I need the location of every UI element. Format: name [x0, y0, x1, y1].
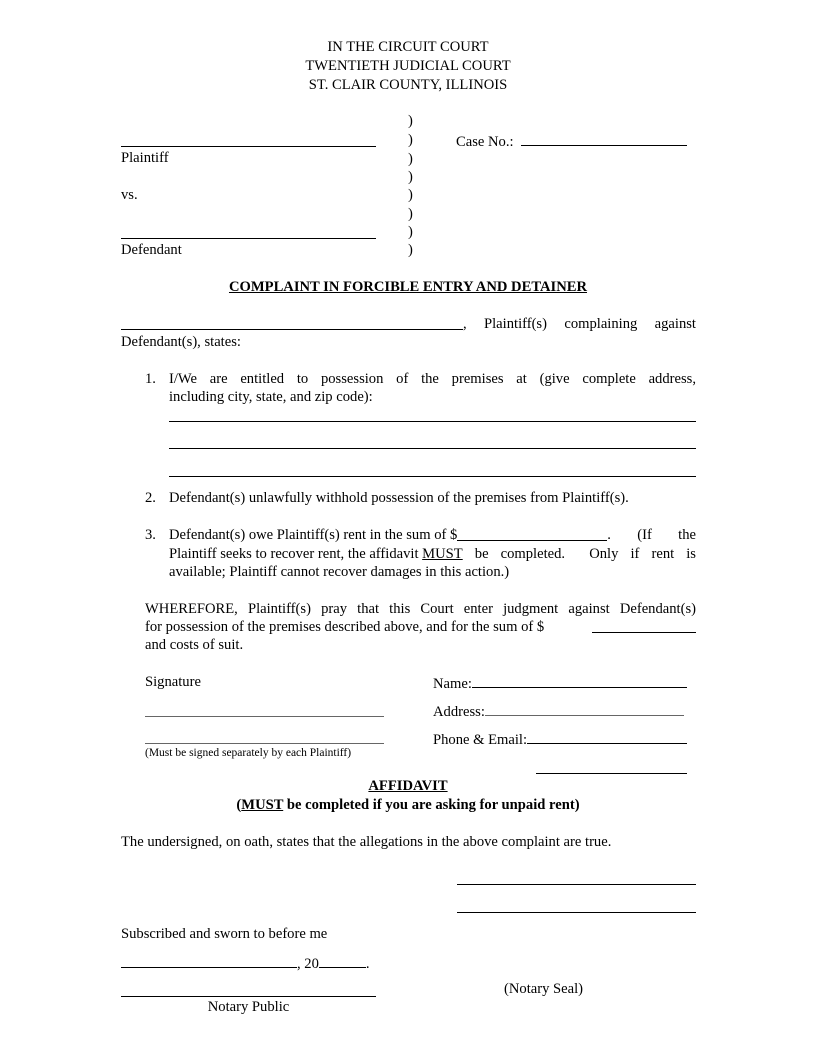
paren: )	[408, 187, 413, 203]
defendant-name-field[interactable]	[121, 238, 376, 239]
paren: )	[408, 132, 413, 148]
subtitle-rest: be completed if you are asking for unpaid rent)	[283, 797, 580, 813]
signature-note: (Must be signed separately by each Plaintiff)	[145, 747, 352, 759]
subtitle-open-paren: (	[236, 797, 242, 813]
notary-signature-line[interactable]	[121, 996, 376, 997]
date-day-field[interactable]	[121, 953, 297, 968]
intro-line1	[121, 315, 696, 333]
wherefore-line2	[145, 618, 696, 636]
wherefore-sum-text: for possession of the premises described above, and for the sum of $	[145, 619, 545, 635]
affiant-signature-line-2[interactable]	[457, 912, 696, 913]
item-1-line2: including city, state, and zip code):	[169, 389, 373, 405]
notary-public-label: Notary Public	[207, 999, 290, 1015]
item-3-number: 3.	[145, 527, 156, 543]
rent-sum-text: Defendant(s) owe Plaintiff(s) rent in the sum of $	[169, 527, 458, 543]
subtitle-must: MUST	[241, 797, 284, 813]
judicial-court: TWENTIETH JUDICIAL COURT	[305, 58, 511, 75]
address-label: Address:	[433, 703, 485, 720]
plaintiff-complaining-field[interactable]	[121, 315, 463, 330]
phone-email-field-2[interactable]	[536, 773, 687, 774]
case-no-field[interactable]	[521, 131, 687, 146]
date-year-prefix: , 20	[297, 955, 319, 972]
signature-line-1[interactable]	[145, 716, 384, 717]
case-no-label: Case No.:	[456, 133, 514, 150]
affidavit-title: AFFIDAVIT	[368, 778, 448, 794]
address-line-1[interactable]	[169, 421, 696, 422]
wherefore-line3: and costs of suit.	[145, 637, 244, 653]
address-line-3[interactable]	[169, 476, 696, 477]
item-3-line3: available; Plaintiff cannot recover damages in this action.)	[169, 564, 510, 580]
wherefore-line1: WHEREFORE, Plaintiff(s) pray that this Court enter judgment against Defendant(s)	[145, 601, 696, 617]
item-2-text: Defendant(s) unlawfully withhold possession of the premises from Plaintiff(s).	[169, 490, 629, 506]
rent-sum-field[interactable]	[457, 526, 607, 541]
complaint-title: COMPLAINT IN FORCIBLE ENTRY AND DETAINER	[228, 279, 588, 295]
intro-line2: Defendant(s), states:	[121, 334, 241, 350]
item-3-line1	[169, 526, 696, 544]
signature-line-2[interactable]	[145, 743, 384, 744]
judgment-sum-field[interactable]	[592, 618, 696, 633]
date-year-field[interactable]	[319, 953, 366, 968]
item-1-line1: I/We are entitled to possession of the premises at (give complete address,	[169, 371, 696, 387]
item-1-number: 1.	[145, 371, 156, 387]
address-row	[433, 701, 684, 721]
case-no-row	[456, 131, 687, 151]
paren: )	[408, 151, 413, 167]
county-state: ST. CLAIR COUNTY, ILLINOIS	[308, 77, 508, 94]
vs-label: vs.	[121, 187, 138, 203]
name-field[interactable]	[472, 673, 687, 688]
affidavit-subtitle	[0, 796, 816, 814]
court-header	[0, 38, 816, 95]
intro-line1-text: , Plaintiff(s) complaining against	[463, 316, 696, 332]
court-name: IN THE CIRCUIT COURT	[327, 39, 489, 55]
phone-email-label: Phone & Email:	[433, 731, 528, 748]
paren: )	[408, 206, 413, 222]
paren: )	[408, 113, 413, 129]
item-3-line2	[169, 545, 696, 563]
affidavit-statement: The undersigned, on oath, states that the allegations in the above complaint are true.	[121, 834, 612, 850]
plaintiff-label: Plaintiff	[121, 150, 169, 166]
must-emphasis: MUST	[422, 546, 463, 562]
plaintiff-name-field[interactable]	[121, 146, 376, 147]
affiant-signature-line-1[interactable]	[457, 884, 696, 885]
item-2-number: 2.	[145, 490, 156, 506]
phone-row	[433, 729, 687, 749]
plaintiff-seeks-text: Plaintiff seeks to recover rent, the affidavit	[169, 546, 423, 562]
name-row	[433, 673, 687, 693]
name-label: Name:	[433, 675, 472, 692]
phone-email-field[interactable]	[527, 729, 687, 744]
notary-seal-label: (Notary Seal)	[504, 981, 584, 997]
date-row	[121, 953, 370, 973]
address-field[interactable]	[485, 701, 684, 716]
if-the-text: . (If the	[607, 527, 696, 543]
be-completed-text: be completed. Only if rent is	[462, 546, 696, 562]
subscribed-sworn: Subscribed and sworn to before me	[121, 926, 328, 942]
paren: )	[408, 224, 413, 240]
signature-label: Signature	[145, 674, 201, 690]
date-end: .	[365, 955, 370, 972]
paren: )	[408, 169, 413, 185]
defendant-label: Defendant	[121, 242, 182, 258]
paren: )	[408, 242, 413, 258]
address-line-2[interactable]	[169, 448, 696, 449]
